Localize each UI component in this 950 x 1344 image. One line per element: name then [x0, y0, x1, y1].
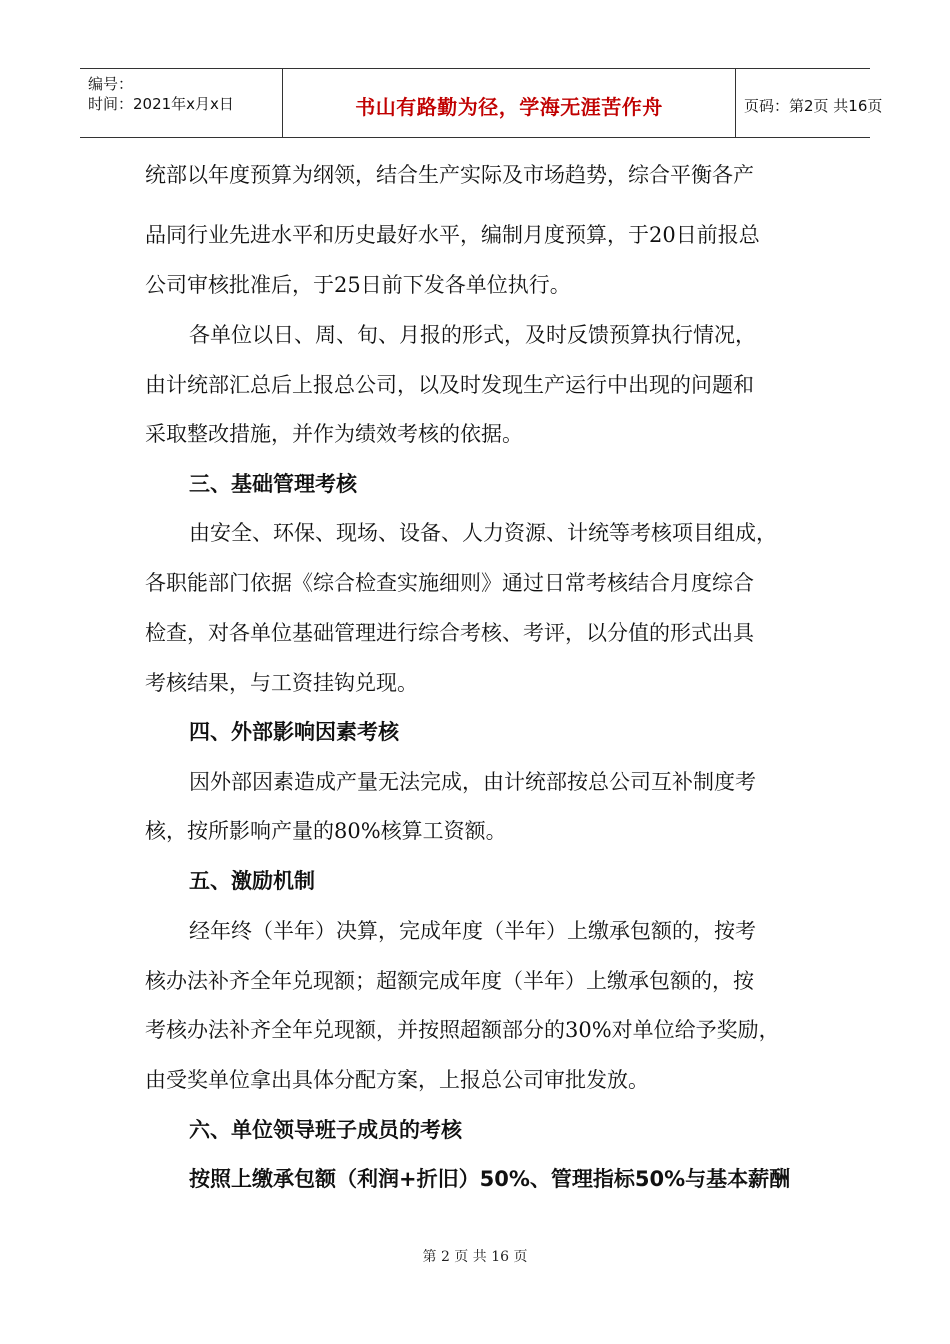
body-line: 品同行业先进水平和历史最好水平，编制月度预算，于20日前报总	[145, 223, 760, 247]
bold-paragraph-line: 按照上缴承包额（利润+折旧）50%、管理指标50%与基本薪酬	[189, 1167, 791, 1191]
header-page-info: 页码：第2页 共16页	[744, 97, 883, 115]
body-line: 公司审核批准后，于25日前下发各单位执行。	[145, 273, 571, 297]
header-info-cell	[80, 69, 282, 137]
body-line: 核办法补齐全年兑现额；超额完成年度（半年）上缴承包额的，按	[145, 969, 754, 993]
body-line: 检查，对各单位基础管理进行综合考核、考评，以分值的形式出具	[145, 621, 754, 645]
body-line: 考核结果，与工资挂钩兑现。	[145, 671, 418, 695]
body-line: 采取整改措施，并作为绩效考核的依据。	[145, 422, 523, 446]
paragraph-start-line: 因外部因素造成产量无法完成，由计统部按总公司互补制度考	[189, 770, 756, 794]
section-heading: 五、激励机制	[189, 869, 315, 893]
body-line: 核，按所影响产量的80%核算工资额。	[145, 819, 507, 843]
body-line: 由受奖单位拿出具体分配方案，上报总公司审批发放。	[145, 1068, 649, 1092]
document-date-label: 时间：2021年x月x日	[88, 95, 234, 113]
section-heading: 六、单位领导班子成员的考核	[189, 1118, 462, 1142]
body-line: 统部以年度预算为纲领，结合生产实际及市场趋势，综合平衡各产	[145, 163, 754, 187]
header-motto: 书山有路勤为径，学海无涯苦作舟	[355, 95, 663, 119]
body-line: 各职能部门依据《综合检查实施细则》通过日常考核结合月度综合	[145, 571, 754, 595]
document-header	[80, 68, 883, 138]
paragraph-start-line: 经年终（半年）决算，完成年度（半年）上缴承包额的，按考	[189, 919, 756, 943]
body-line: 由计统部汇总后上报总公司，以及时发现生产运行中出现的问题和	[145, 373, 754, 397]
document-number-label: 编号：	[88, 75, 134, 93]
body-line: 考核办法补齐全年兑现额，并按照超额部分的30%对单位给予奖励，	[145, 1018, 780, 1042]
page-footer: 第 2 页 共 16 页	[422, 1249, 528, 1265]
section-heading: 三、基础管理考核	[189, 472, 357, 496]
paragraph-start-line: 各单位以日、周、旬、月报的形式，及时反馈预算执行情况，	[189, 323, 756, 347]
section-heading: 四、外部影响因素考核	[189, 720, 399, 744]
paragraph-start-line: 由安全、环保、现场、设备、人力资源、计统等考核项目组成，	[189, 521, 777, 545]
header-page-cell	[734, 69, 883, 137]
header-motto-cell	[282, 69, 736, 137]
